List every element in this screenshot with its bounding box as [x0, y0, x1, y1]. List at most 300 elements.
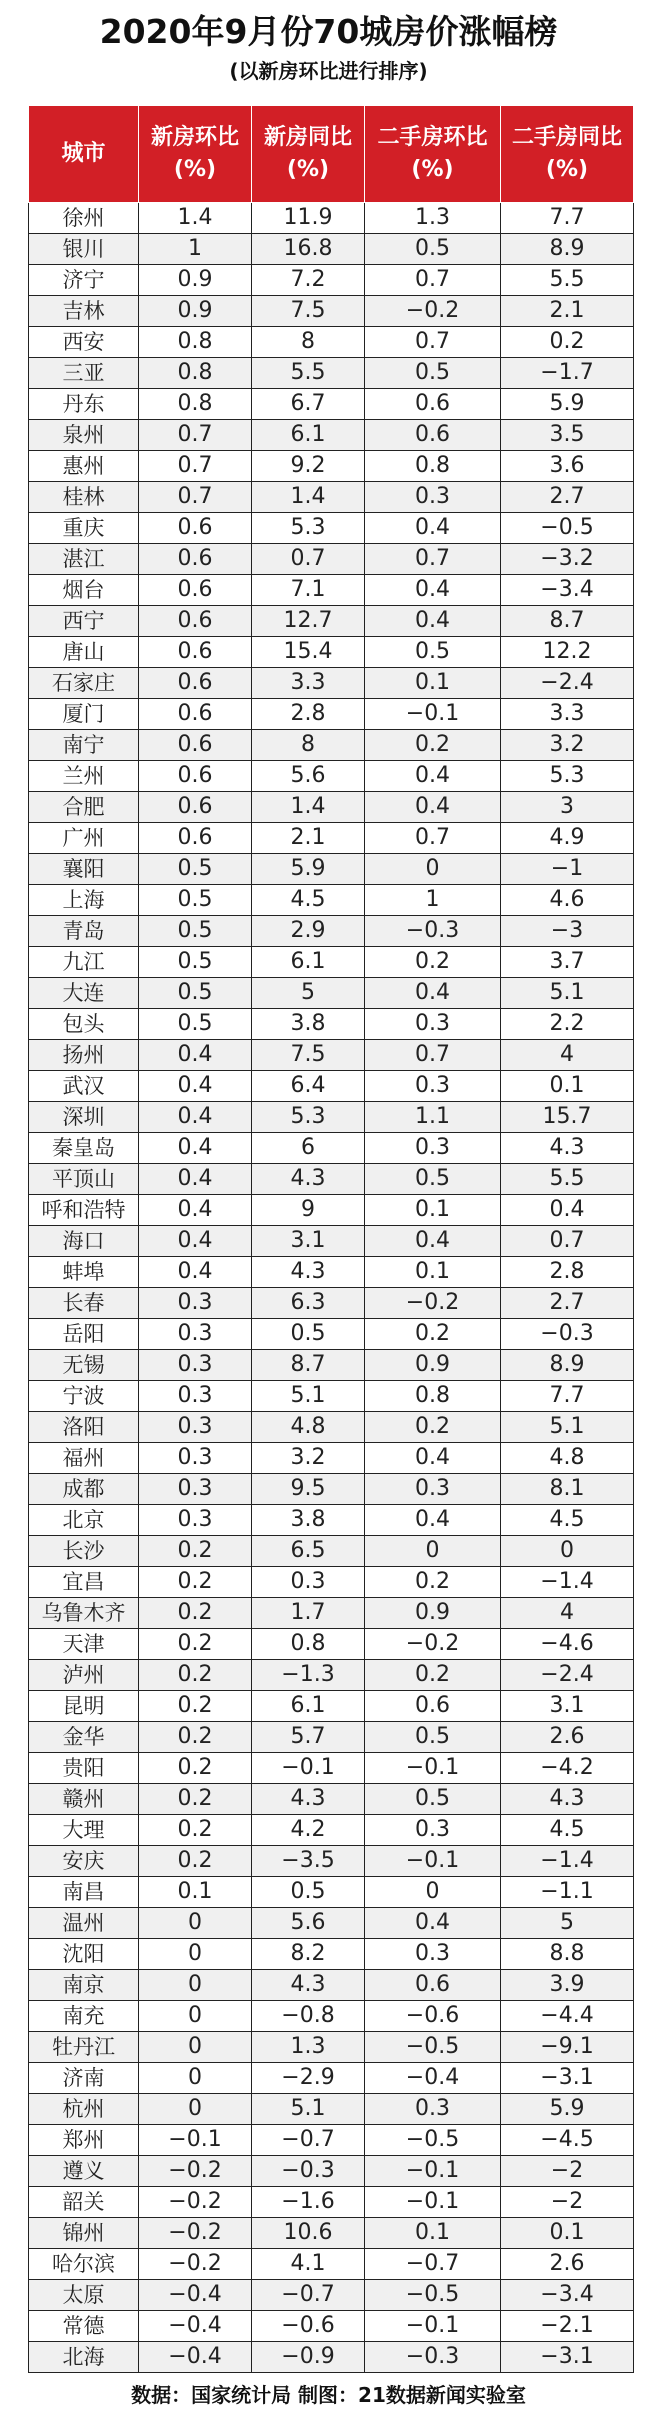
city-cell: 赣州 [29, 1784, 139, 1815]
table-row [29, 2187, 634, 2218]
table-row [29, 1567, 634, 1598]
used-yoy-cell: −2.4 [501, 668, 634, 699]
used-mom-cell: −0.1 [365, 2187, 501, 2218]
table-row [29, 1970, 634, 2001]
used-mom-cell: 0.2 [365, 1660, 501, 1691]
used-mom-cell: 0.4 [365, 978, 501, 1009]
city-cell: 惠州 [29, 451, 139, 482]
header-new-yoy-unit: (%) [286, 157, 330, 182]
city-cell: 厦门 [29, 699, 139, 730]
table-row [29, 1071, 634, 1102]
header-new-yoy [252, 106, 365, 203]
new-yoy-cell: 12.7 [252, 606, 365, 637]
used-yoy-cell: 3.7 [501, 947, 634, 978]
used-mom-cell: 0.7 [365, 544, 501, 575]
used-mom-cell: 0.5 [365, 1164, 501, 1195]
used-yoy-cell: 2.7 [501, 1288, 634, 1319]
new-yoy-cell: 3.2 [252, 1443, 365, 1474]
new-yoy-cell: 5.9 [252, 854, 365, 885]
new-yoy-cell: 0.3 [252, 1567, 365, 1598]
new-yoy-cell: −0.7 [252, 2125, 365, 2156]
table-row [29, 575, 634, 606]
new-mom-cell: 0.7 [139, 451, 252, 482]
header-new-mom-label: 新房环比 [150, 125, 239, 150]
new-mom-cell: 0.2 [139, 1753, 252, 1784]
new-mom-cell: 0.6 [139, 575, 252, 606]
new-yoy-cell: 5.7 [252, 1722, 365, 1753]
new-mom-cell: 0.8 [139, 358, 252, 389]
new-yoy-cell: 5.6 [252, 1908, 365, 1939]
new-yoy-cell: 7.2 [252, 265, 365, 296]
new-yoy-cell: 6.1 [252, 420, 365, 451]
new-yoy-cell: 5.5 [252, 358, 365, 389]
used-yoy-cell: 5.9 [501, 2094, 634, 2125]
used-mom-cell: 0.7 [365, 265, 501, 296]
city-cell: 泸州 [29, 1660, 139, 1691]
new-mom-cell: 0.4 [139, 1133, 252, 1164]
used-mom-cell: 0.4 [365, 1443, 501, 1474]
new-yoy-cell: 4.2 [252, 1815, 365, 1846]
used-mom-cell: 0.4 [365, 606, 501, 637]
used-yoy-cell: 8.8 [501, 1939, 634, 1970]
table-row [29, 2249, 634, 2280]
price-ranking-table [28, 105, 634, 2373]
city-cell: 石家庄 [29, 668, 139, 699]
city-cell: 牡丹江 [29, 2032, 139, 2063]
new-yoy-cell: 9 [252, 1195, 365, 1226]
table-row [29, 1288, 634, 1319]
table-row [29, 1350, 634, 1381]
city-cell: 洛阳 [29, 1412, 139, 1443]
new-mom-cell: 0.2 [139, 1598, 252, 1629]
used-yoy-cell: 0.7 [501, 1226, 634, 1257]
table-row [29, 296, 634, 327]
used-mom-cell: 0.3 [365, 1071, 501, 1102]
new-yoy-cell: 3.8 [252, 1505, 365, 1536]
new-yoy-cell: 1.7 [252, 1598, 365, 1629]
header-city-label: 城市 [61, 141, 106, 166]
new-mom-cell: 0.3 [139, 1288, 252, 1319]
new-mom-cell: 0.2 [139, 1722, 252, 1753]
table-row [29, 234, 634, 265]
new-yoy-cell: 11.9 [252, 203, 365, 234]
new-yoy-cell: 3.8 [252, 1009, 365, 1040]
city-cell: 九江 [29, 947, 139, 978]
new-mom-cell: 0.4 [139, 1226, 252, 1257]
table-row [29, 699, 634, 730]
table-row [29, 1939, 634, 1970]
new-yoy-cell: 2.9 [252, 916, 365, 947]
city-cell: 济宁 [29, 265, 139, 296]
new-yoy-cell: −0.8 [252, 2001, 365, 2032]
table-header-row [29, 106, 634, 203]
new-mom-cell: 0.5 [139, 885, 252, 916]
new-yoy-cell: 4.3 [252, 1257, 365, 1288]
table-row [29, 2311, 634, 2342]
new-mom-cell: 0.5 [139, 1009, 252, 1040]
used-yoy-cell: 3 [501, 792, 634, 823]
used-mom-cell: 0.9 [365, 1350, 501, 1381]
new-mom-cell: −0.1 [139, 2125, 252, 2156]
used-yoy-cell: −4.2 [501, 1753, 634, 1784]
new-mom-cell: −0.2 [139, 2156, 252, 2187]
new-yoy-cell: 1.3 [252, 2032, 365, 2063]
used-yoy-cell: 8.1 [501, 1474, 634, 1505]
used-mom-cell: 0 [365, 1877, 501, 1908]
city-cell: 徐州 [29, 203, 139, 234]
new-yoy-cell: 0.8 [252, 1629, 365, 1660]
city-cell: 武汉 [29, 1071, 139, 1102]
new-yoy-cell: 2.1 [252, 823, 365, 854]
city-cell: 三亚 [29, 358, 139, 389]
table-row [29, 389, 634, 420]
table-row [29, 854, 634, 885]
new-yoy-cell: 8 [252, 327, 365, 358]
used-yoy-cell: −1 [501, 854, 634, 885]
table-row [29, 637, 634, 668]
used-yoy-cell: −2 [501, 2156, 634, 2187]
city-cell: 韶关 [29, 2187, 139, 2218]
new-mom-cell: 0.6 [139, 761, 252, 792]
table-row [29, 482, 634, 513]
used-yoy-cell: −2 [501, 2187, 634, 2218]
used-yoy-cell: −3 [501, 916, 634, 947]
used-mom-cell: 0 [365, 1536, 501, 1567]
used-mom-cell: 0.2 [365, 730, 501, 761]
table-row [29, 1009, 634, 1040]
used-mom-cell: 0.5 [365, 1722, 501, 1753]
new-yoy-cell: 4.5 [252, 885, 365, 916]
new-mom-cell: 0.4 [139, 1164, 252, 1195]
new-mom-cell: −0.2 [139, 2187, 252, 2218]
table-row [29, 451, 634, 482]
table-row [29, 1164, 634, 1195]
city-cell: 宁波 [29, 1381, 139, 1412]
table-row [29, 1040, 634, 1071]
new-mom-cell: 0 [139, 2032, 252, 2063]
new-mom-cell: −0.4 [139, 2280, 252, 2311]
new-mom-cell: 0 [139, 1970, 252, 2001]
new-mom-cell: 0 [139, 2094, 252, 2125]
header-new-mom-unit: (%) [173, 157, 217, 182]
new-mom-cell: 0.9 [139, 265, 252, 296]
used-mom-cell: −0.2 [365, 1288, 501, 1319]
used-mom-cell: 0.6 [365, 389, 501, 420]
city-cell: 大理 [29, 1815, 139, 1846]
used-yoy-cell: 3.2 [501, 730, 634, 761]
used-yoy-cell: 5.1 [501, 978, 634, 1009]
new-mom-cell: 0.8 [139, 389, 252, 420]
used-yoy-cell: 8.7 [501, 606, 634, 637]
used-mom-cell: 0.6 [365, 1970, 501, 2001]
new-yoy-cell: 6.3 [252, 1288, 365, 1319]
city-cell: 呼和浩特 [29, 1195, 139, 1226]
used-mom-cell: 0.3 [365, 1474, 501, 1505]
page-subtitle: (以新房环比进行排序) [229, 59, 428, 83]
city-cell: 宜昌 [29, 1567, 139, 1598]
new-yoy-cell: 4.8 [252, 1412, 365, 1443]
table-row [29, 1722, 634, 1753]
new-mom-cell: 0.6 [139, 823, 252, 854]
new-mom-cell: 0.1 [139, 1877, 252, 1908]
source-credit: 数据：国家统计局 制图：21数据新闻实验室 [131, 2383, 526, 2407]
new-yoy-cell: 6 [252, 1133, 365, 1164]
header-used-mom-label: 二手房环比 [377, 125, 488, 150]
city-cell: 扬州 [29, 1040, 139, 1071]
city-cell: 丹东 [29, 389, 139, 420]
used-yoy-cell: 8.9 [501, 234, 634, 265]
city-cell: 郑州 [29, 2125, 139, 2156]
new-mom-cell: 0.6 [139, 730, 252, 761]
new-mom-cell: 0.2 [139, 1567, 252, 1598]
new-mom-cell: −0.2 [139, 2218, 252, 2249]
new-yoy-cell: 9.2 [252, 451, 365, 482]
city-cell: 锦州 [29, 2218, 139, 2249]
city-cell: 唐山 [29, 637, 139, 668]
new-mom-cell: 0.3 [139, 1505, 252, 1536]
city-cell: 银川 [29, 234, 139, 265]
new-yoy-cell: 1.4 [252, 482, 365, 513]
new-yoy-cell: 5 [252, 978, 365, 1009]
new-yoy-cell: 7.5 [252, 296, 365, 327]
table-body [29, 203, 634, 2373]
table-row [29, 1846, 634, 1877]
new-mom-cell: 0.2 [139, 1629, 252, 1660]
new-yoy-cell: 9.5 [252, 1474, 365, 1505]
city-cell: 太原 [29, 2280, 139, 2311]
new-mom-cell: 0.8 [139, 327, 252, 358]
table-row [29, 1815, 634, 1846]
city-cell: 上海 [29, 885, 139, 916]
used-yoy-cell: −2.4 [501, 1660, 634, 1691]
new-mom-cell: 0.3 [139, 1443, 252, 1474]
new-mom-cell: 0.3 [139, 1350, 252, 1381]
table-row [29, 1660, 634, 1691]
table-row [29, 327, 634, 358]
table-row [29, 2156, 634, 2187]
table-row [29, 2342, 634, 2373]
used-mom-cell: −0.1 [365, 699, 501, 730]
new-yoy-cell: 6.7 [252, 389, 365, 420]
city-cell: 深圳 [29, 1102, 139, 1133]
city-cell: 重庆 [29, 513, 139, 544]
table-row [29, 358, 634, 389]
city-cell: 西安 [29, 327, 139, 358]
new-mom-cell: 0.4 [139, 1071, 252, 1102]
used-yoy-cell: 4.3 [501, 1784, 634, 1815]
used-yoy-cell: −3.4 [501, 2280, 634, 2311]
used-mom-cell: −0.3 [365, 916, 501, 947]
used-yoy-cell: −3.4 [501, 575, 634, 606]
used-mom-cell: −0.3 [365, 2342, 501, 2373]
used-yoy-cell: −3.1 [501, 2063, 634, 2094]
used-mom-cell: 0.8 [365, 1381, 501, 1412]
used-mom-cell: −0.7 [365, 2249, 501, 2280]
used-mom-cell: 0.7 [365, 327, 501, 358]
used-mom-cell: −0.4 [365, 2063, 501, 2094]
new-yoy-cell: 16.8 [252, 234, 365, 265]
city-cell: 昆明 [29, 1691, 139, 1722]
table-row [29, 916, 634, 947]
used-yoy-cell: −1.4 [501, 1567, 634, 1598]
used-yoy-cell: −3.1 [501, 2342, 634, 2373]
new-yoy-cell: −0.6 [252, 2311, 365, 2342]
new-mom-cell: 0.6 [139, 699, 252, 730]
new-mom-cell: 0.9 [139, 296, 252, 327]
new-yoy-cell: 0.7 [252, 544, 365, 575]
used-mom-cell: 0.2 [365, 947, 501, 978]
new-mom-cell: 0.3 [139, 1412, 252, 1443]
used-yoy-cell: 4.9 [501, 823, 634, 854]
table-row [29, 1691, 634, 1722]
used-yoy-cell: 5.5 [501, 1164, 634, 1195]
used-mom-cell: 0.4 [365, 761, 501, 792]
city-cell: 岳阳 [29, 1319, 139, 1350]
table-row [29, 1753, 634, 1784]
used-mom-cell: −0.5 [365, 2125, 501, 2156]
city-cell: 长春 [29, 1288, 139, 1319]
new-mom-cell: 0.4 [139, 1195, 252, 1226]
city-cell: 南昌 [29, 1877, 139, 1908]
used-mom-cell: 0.6 [365, 1691, 501, 1722]
new-yoy-cell: −0.9 [252, 2342, 365, 2373]
new-mom-cell: 0.2 [139, 1784, 252, 1815]
new-yoy-cell: 8 [252, 730, 365, 761]
table-row [29, 1381, 634, 1412]
new-mom-cell: 0.2 [139, 1691, 252, 1722]
table-row [29, 761, 634, 792]
new-mom-cell: 0.7 [139, 420, 252, 451]
table-row [29, 1629, 634, 1660]
city-cell: 济南 [29, 2063, 139, 2094]
table-row [29, 2032, 634, 2063]
header-city [29, 106, 139, 203]
used-yoy-cell: −2.1 [501, 2311, 634, 2342]
city-cell: 哈尔滨 [29, 2249, 139, 2280]
used-yoy-cell: −1.4 [501, 1846, 634, 1877]
city-cell: 西宁 [29, 606, 139, 637]
new-mom-cell: −0.4 [139, 2342, 252, 2373]
used-yoy-cell: 0 [501, 1536, 634, 1567]
new-yoy-cell: −0.3 [252, 2156, 365, 2187]
used-mom-cell: 0.4 [365, 1226, 501, 1257]
used-mom-cell: −0.2 [365, 1629, 501, 1660]
used-yoy-cell: 0.1 [501, 2218, 634, 2249]
table-row [29, 203, 634, 234]
city-cell: 兰州 [29, 761, 139, 792]
city-cell: 温州 [29, 1908, 139, 1939]
used-yoy-cell: −4.4 [501, 2001, 634, 2032]
city-cell: 长沙 [29, 1536, 139, 1567]
city-cell: 青岛 [29, 916, 139, 947]
used-mom-cell: 0.3 [365, 1939, 501, 1970]
new-yoy-cell: 3.3 [252, 668, 365, 699]
table-row [29, 513, 634, 544]
city-cell: 蚌埠 [29, 1257, 139, 1288]
used-yoy-cell: 3.9 [501, 1970, 634, 2001]
used-yoy-cell: 0.2 [501, 327, 634, 358]
city-cell: 杭州 [29, 2094, 139, 2125]
used-mom-cell: 1.1 [365, 1102, 501, 1133]
new-yoy-cell: 0.5 [252, 1319, 365, 1350]
table-row [29, 1226, 634, 1257]
new-mom-cell: −0.4 [139, 2311, 252, 2342]
used-mom-cell: 0.4 [365, 792, 501, 823]
used-mom-cell: 0.2 [365, 1567, 501, 1598]
new-mom-cell: 1 [139, 234, 252, 265]
new-yoy-cell: 5.3 [252, 513, 365, 544]
table-row [29, 1474, 634, 1505]
used-mom-cell: −0.6 [365, 2001, 501, 2032]
used-yoy-cell: −0.3 [501, 1319, 634, 1350]
used-mom-cell: 0.8 [365, 451, 501, 482]
new-mom-cell: 0 [139, 2001, 252, 2032]
city-cell: 安庆 [29, 1846, 139, 1877]
city-cell: 乌鲁木齐 [29, 1598, 139, 1629]
city-cell: 南宁 [29, 730, 139, 761]
used-yoy-cell: −9.1 [501, 2032, 634, 2063]
used-mom-cell: 0.3 [365, 482, 501, 513]
used-yoy-cell: −0.5 [501, 513, 634, 544]
used-yoy-cell: 7.7 [501, 203, 634, 234]
new-yoy-cell: 7.5 [252, 1040, 365, 1071]
new-mom-cell: 0.5 [139, 854, 252, 885]
new-mom-cell: 0.6 [139, 544, 252, 575]
used-yoy-cell: 4.8 [501, 1443, 634, 1474]
city-cell: 桂林 [29, 482, 139, 513]
new-yoy-cell: 5.3 [252, 1102, 365, 1133]
new-mom-cell: 0.4 [139, 1102, 252, 1133]
new-yoy-cell: 8.2 [252, 1939, 365, 1970]
table-row [29, 1908, 634, 1939]
new-yoy-cell: 4.1 [252, 2249, 365, 2280]
new-yoy-cell: 5.6 [252, 761, 365, 792]
used-mom-cell: 0.4 [365, 513, 501, 544]
new-mom-cell: 0.6 [139, 606, 252, 637]
header-used-mom-unit: (%) [411, 157, 454, 182]
used-yoy-cell: 3.3 [501, 699, 634, 730]
new-mom-cell: 0.2 [139, 1660, 252, 1691]
new-mom-cell: 0 [139, 1939, 252, 1970]
table-row [29, 1598, 634, 1629]
new-yoy-cell: 6.1 [252, 1691, 365, 1722]
table-row [29, 668, 634, 699]
used-yoy-cell: 2.7 [501, 482, 634, 513]
new-yoy-cell: 8.7 [252, 1350, 365, 1381]
used-mom-cell: −0.2 [365, 296, 501, 327]
used-mom-cell: 0.2 [365, 1412, 501, 1443]
city-cell: 金华 [29, 1722, 139, 1753]
new-yoy-cell: 10.6 [252, 2218, 365, 2249]
used-mom-cell: 0.3 [365, 2094, 501, 2125]
new-yoy-cell: 6.4 [252, 1071, 365, 1102]
used-mom-cell: 0.9 [365, 1598, 501, 1629]
used-mom-cell: 0.4 [365, 1908, 501, 1939]
used-yoy-cell: 4 [501, 1598, 634, 1629]
used-mom-cell: 0.7 [365, 823, 501, 854]
new-mom-cell: 1.4 [139, 203, 252, 234]
used-mom-cell: −0.5 [365, 2032, 501, 2063]
used-yoy-cell: 5.5 [501, 265, 634, 296]
used-mom-cell: 0.7 [365, 1040, 501, 1071]
city-cell: 吉林 [29, 296, 139, 327]
table-row [29, 1505, 634, 1536]
page-title: 2020年9月份70城房价涨幅榜 [99, 12, 558, 51]
new-mom-cell: 0.4 [139, 1257, 252, 1288]
table-row [29, 1412, 634, 1443]
used-mom-cell: 0.3 [365, 1815, 501, 1846]
used-yoy-cell: 2.1 [501, 296, 634, 327]
